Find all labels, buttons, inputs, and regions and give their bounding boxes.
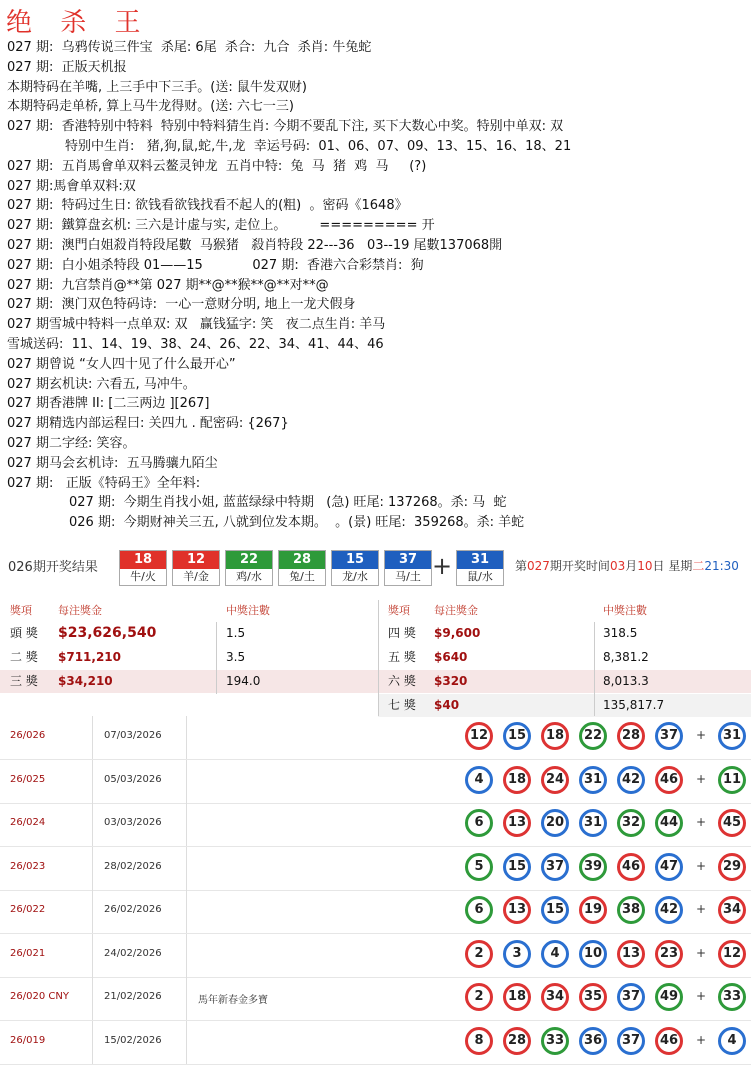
text-line: 027 期: 鐵算盘玄机: 三六是计虚与实, 走位上。 ========= 开: [7, 218, 435, 234]
ball-zodiac: 龙/水: [342, 570, 368, 583]
number-ball: 10: [579, 940, 607, 968]
column-divider: [92, 803, 93, 846]
prize-header: 每注獎金: [434, 604, 478, 617]
column-divider: [186, 847, 187, 890]
column-divider: [186, 977, 187, 1020]
prize-name: 二 獎: [10, 650, 38, 664]
ball-number: 12: [173, 551, 219, 569]
column-divider: [378, 600, 379, 716]
text-line: 027 期: 今期生肖找小姐, 蓝蓝绿绿中特期 (急) 旺尾: 137268。杀: 马 蛇: [69, 495, 507, 511]
number-ball: 33: [541, 1027, 569, 1055]
draw-period: 26/019: [10, 1034, 46, 1046]
text-line: 027 期: 香港特别中特料 特别中特料猜生肖: 今期不要乱下注, 买下大数心中奖。特别中单双: 双: [7, 119, 564, 135]
ball-zodiac: 鸡/水: [236, 570, 262, 583]
next-draw-month: 03: [609, 559, 626, 573]
next-draw-time: [515, 557, 739, 574]
column-divider: [92, 716, 93, 759]
result-ball: [119, 550, 167, 586]
result-ball: [384, 550, 432, 586]
text-line: 027 期马会玄机诗: 五马腾骧九陌尘: [7, 455, 218, 471]
number-ball: 42: [655, 896, 683, 924]
number-ball: 24: [541, 766, 569, 794]
text-line: 027 期玄机诀: 六看五, 马冲牛。: [7, 376, 196, 392]
prize-money: $320: [434, 674, 468, 688]
number-ball: 39: [579, 853, 607, 881]
next-draw-day: 10: [637, 559, 653, 573]
number-ball: 13: [503, 809, 531, 837]
prize-name: 四 獎: [388, 626, 416, 640]
prize-header: 每注獎金: [58, 604, 102, 617]
draw-period: 26/022: [10, 904, 46, 915]
text-line: 雪城送码: 11、14、19、38、24、26、22、34、41、44、46: [7, 336, 384, 352]
plus-sign: +: [432, 552, 453, 580]
plus-sign: +: [696, 1032, 707, 1047]
number-ball: 5: [465, 853, 493, 881]
prize-table: [0, 600, 751, 716]
prize-money: $9,600: [434, 626, 481, 640]
text-line: 027 期: 乌鸦传说三件宝 杀尾: 6尾 杀合: 九合 杀肖: 牛兔蛇: [7, 40, 372, 55]
number-ball: 28: [503, 1027, 531, 1055]
number-ball: 19: [579, 896, 607, 924]
plus-sign: +: [696, 771, 707, 786]
prize-name: 六 獎: [388, 674, 416, 688]
result-ball: [172, 550, 220, 586]
prize-count: 1.5: [226, 626, 246, 640]
number-ball: 47: [655, 853, 683, 881]
draw-period: 26/021: [10, 947, 46, 959]
number-ball: 12: [465, 722, 493, 750]
number-ball: 13: [503, 896, 531, 924]
column-divider: [92, 977, 93, 1020]
text-line: 本期特码走单桥, 算上马牛龙得财。(送: 六七一三): [7, 99, 294, 115]
ball-number: 37: [385, 551, 431, 569]
prize-money: $711,210: [58, 650, 122, 664]
history-row: [0, 760, 751, 804]
draw-date: 05/03/2026: [104, 773, 162, 785]
plus-sign: +: [696, 945, 707, 960]
column-divider: [92, 847, 93, 890]
number-ball: 46: [617, 853, 645, 881]
prize-name: 七 獎: [388, 698, 416, 712]
number-ball: 34: [541, 983, 569, 1011]
draw-date: 26/02/2026: [104, 904, 162, 915]
prize-header: 獎項: [388, 604, 410, 617]
history-row: [0, 977, 751, 1021]
number-ball: 37: [617, 983, 645, 1011]
plus-sign: +: [696, 815, 707, 829]
prize-money: $34,210: [58, 674, 113, 688]
prediction-lines: [7, 38, 747, 533]
next-draw-weekday: 二: [692, 559, 705, 573]
number-ball: 4: [541, 940, 569, 968]
number-ball: 31: [579, 809, 607, 837]
result-ball: [331, 550, 379, 586]
text-line: 027 期: 正版天机报: [7, 59, 127, 75]
column-divider: [186, 716, 187, 759]
prize-money: $23,626,540: [58, 625, 157, 641]
ball-zodiac: 兔/土: [289, 570, 315, 583]
number-ball: 18: [541, 722, 569, 750]
ball-number: 31: [457, 551, 503, 569]
special-number-ball: 11: [718, 766, 746, 794]
prize-count: 135,817.7: [603, 698, 665, 712]
column-divider: [186, 890, 187, 933]
prize-header: 中獎注數: [226, 604, 270, 617]
text-line: 027 期: 澳門白姐殺肖特段尾數 马猴猪 殺肖特段 22---36 03--19 尾數137068開: [7, 237, 503, 253]
number-ball: 38: [617, 896, 645, 924]
special-number-ball: 45: [718, 809, 746, 837]
prize-row: [378, 622, 751, 645]
column-divider: [186, 1021, 187, 1064]
number-ball: 46: [655, 1027, 683, 1055]
draw-period: 26/026: [10, 730, 46, 741]
prize-name: 頭 獎: [10, 626, 38, 640]
page-title: 绝 杀 王: [6, 8, 151, 38]
number-ball: 15: [503, 853, 531, 881]
plus-sign: +: [696, 902, 707, 916]
number-ball: 2: [465, 983, 493, 1011]
number-ball: 49: [655, 983, 683, 1011]
next-draw-period: 027: [527, 559, 550, 573]
number-ball: 4: [465, 766, 493, 794]
text-line: 027 期: 九宫禁肖@**第 027 期**@**猴**@**对**@: [7, 277, 329, 293]
column-divider: [594, 622, 595, 716]
draw-date: 03/03/2026: [104, 817, 162, 828]
history-row: [0, 934, 751, 978]
number-ball: 42: [617, 766, 645, 794]
number-ball: 37: [617, 1027, 645, 1055]
text-line: 027 期: 白小姐杀特段 01——15 027 期: 香港六合彩禁肖: 狗: [7, 257, 424, 273]
next-draw-text: 期开奖时间: [549, 559, 610, 573]
prize-row: [378, 694, 751, 717]
prize-count: 8,013.3: [603, 674, 649, 688]
number-ball: 44: [655, 809, 683, 837]
history-row: [0, 1021, 751, 1065]
special-number-ball: 31: [718, 722, 746, 750]
text-line: 026 期: 今期财神关三五, 八就到位发本期。 。(景) 旺尾: 359268。杀: 羊蛇: [69, 515, 525, 531]
prize-name: 三 獎: [10, 674, 38, 688]
number-ball: 32: [617, 809, 645, 837]
prize-row: [378, 670, 751, 693]
text-line: 027 期香港牌 II: [二三两边 ][267]: [7, 396, 210, 412]
next-draw-clock: 21:30: [704, 559, 739, 573]
text-line: 027 期精选内部运程曰: 关四九 . 配密码: {267}: [7, 416, 289, 432]
draw-period: 26/025: [10, 773, 46, 785]
draw-period: 26/020 CNY: [10, 991, 69, 1002]
prize-count: 194.0: [226, 674, 261, 688]
number-ball: 13: [617, 940, 645, 968]
prize-money: $640: [434, 650, 468, 664]
ball-number: 22: [226, 551, 272, 569]
ball-zodiac: 牛/火: [130, 570, 156, 583]
text-line: 027 期雪城中特料一点单双: 双 赢钱猛字: 笑 夜二点生肖: 羊马: [7, 317, 386, 333]
number-ball: 37: [655, 722, 683, 750]
prize-count: 318.5: [603, 626, 638, 640]
history-row: [0, 716, 751, 760]
plus-sign: +: [696, 858, 707, 873]
next-draw-text: 第: [515, 559, 528, 573]
text-line: 027 期:馬會单双料:双: [7, 178, 136, 194]
draw-result-label: 026期开奖结果: [8, 560, 98, 575]
number-ball: 37: [541, 853, 569, 881]
number-ball: 20: [541, 809, 569, 837]
next-draw-text: 月: [625, 559, 638, 573]
draw-date: 15/02/2026: [104, 1034, 162, 1046]
plus-sign: +: [696, 728, 707, 742]
prize-row: [0, 670, 378, 693]
text-line: 027 期: 正版《特码王》全年料:: [7, 475, 201, 491]
result-ball: [225, 550, 273, 586]
text-line: 特别中生肖: 猪,狗,鼠,蛇,牛,龙 幸运号码: 01、06、07、09、13、15、16、18、21: [65, 138, 572, 154]
prize-count: 8,381.2: [603, 650, 649, 664]
prize-name: 五 獎: [388, 650, 416, 664]
draw-period: 26/024: [10, 817, 46, 828]
prize-row: [0, 646, 378, 669]
history-row: [0, 847, 751, 891]
prize-count: 3.5: [226, 650, 246, 664]
number-ball: 15: [503, 722, 531, 750]
special-number-ball: 33: [718, 983, 746, 1011]
ball-zodiac: 羊/金: [183, 570, 209, 583]
history-row: [0, 803, 751, 847]
column-divider: [92, 1021, 93, 1064]
column-divider: [92, 760, 93, 803]
special-number-ball: 29: [718, 853, 746, 881]
number-ball: 8: [465, 1027, 493, 1055]
ball-number: 15: [332, 551, 378, 569]
column-divider: [186, 760, 187, 803]
next-draw-text: 日 星期: [652, 559, 693, 573]
column-divider: [186, 934, 187, 977]
number-ball: 23: [655, 940, 683, 968]
special-ball: [456, 550, 504, 586]
prize-money: $40: [434, 698, 460, 712]
ball-number: 18: [120, 551, 166, 569]
history-row: [0, 890, 751, 934]
draw-date: 21/02/2026: [104, 991, 162, 1002]
prize-row: [0, 622, 378, 645]
plus-sign: +: [696, 989, 707, 1003]
number-ball: 31: [579, 766, 607, 794]
text-line: 027 期: 特码过生日: 欲钱看欲钱找看不起人的(粗) 。密码《1648》: [7, 198, 408, 214]
number-ball: 15: [541, 896, 569, 924]
ball-zodiac: 马/土: [395, 570, 421, 583]
prize-row: [378, 646, 751, 669]
number-ball: 6: [465, 809, 493, 837]
number-ball: 22: [579, 722, 607, 750]
column-divider: [92, 934, 93, 977]
text-line: 027 期: 澳门双色特码诗: 一心一意财分明, 地上一龙犬假身: [7, 297, 356, 313]
special-number-ball: 4: [718, 1027, 746, 1055]
prize-header: 中獎注數: [603, 604, 647, 617]
number-ball: 36: [579, 1027, 607, 1055]
number-ball: 28: [617, 722, 645, 750]
column-divider: [186, 803, 187, 846]
special-number-ball: 34: [718, 896, 746, 924]
number-ball: 46: [655, 766, 683, 794]
draw-period: 26/023: [10, 860, 46, 872]
special-number-ball: 12: [718, 940, 746, 968]
draw-note: 馬年新春金多寶: [198, 995, 268, 1006]
number-ball: 2: [465, 940, 493, 968]
result-ball: [278, 550, 326, 586]
number-ball: 3: [503, 940, 531, 968]
draw-result-bar: [0, 546, 751, 588]
draw-date: 24/02/2026: [104, 947, 162, 959]
draw-date: 07/03/2026: [104, 730, 162, 741]
ball-number: 28: [279, 551, 325, 569]
column-divider: [92, 890, 93, 933]
number-ball: 6: [465, 896, 493, 924]
number-ball: 18: [503, 766, 531, 794]
draw-date: 28/02/2026: [104, 860, 162, 872]
ball-zodiac: 鼠/水: [467, 570, 493, 583]
text-line: 027 期: 五肖馬會单双料云鳌灵钟龙 五肖中特: 兔 马 猪 鸡 马 (?): [7, 158, 427, 174]
text-line: 027 期曾说 “女人四十见了什么最开心”: [7, 356, 236, 372]
number-ball: 35: [579, 983, 607, 1011]
text-line: 027 期二字经: 笑容。: [7, 435, 136, 451]
text-line: 本期特码在羊嘴, 上三手中下三手。(送: 鼠牛发双财): [7, 79, 307, 95]
column-divider: [216, 622, 217, 694]
prize-header: 獎項: [10, 604, 32, 617]
number-ball: 18: [503, 983, 531, 1011]
